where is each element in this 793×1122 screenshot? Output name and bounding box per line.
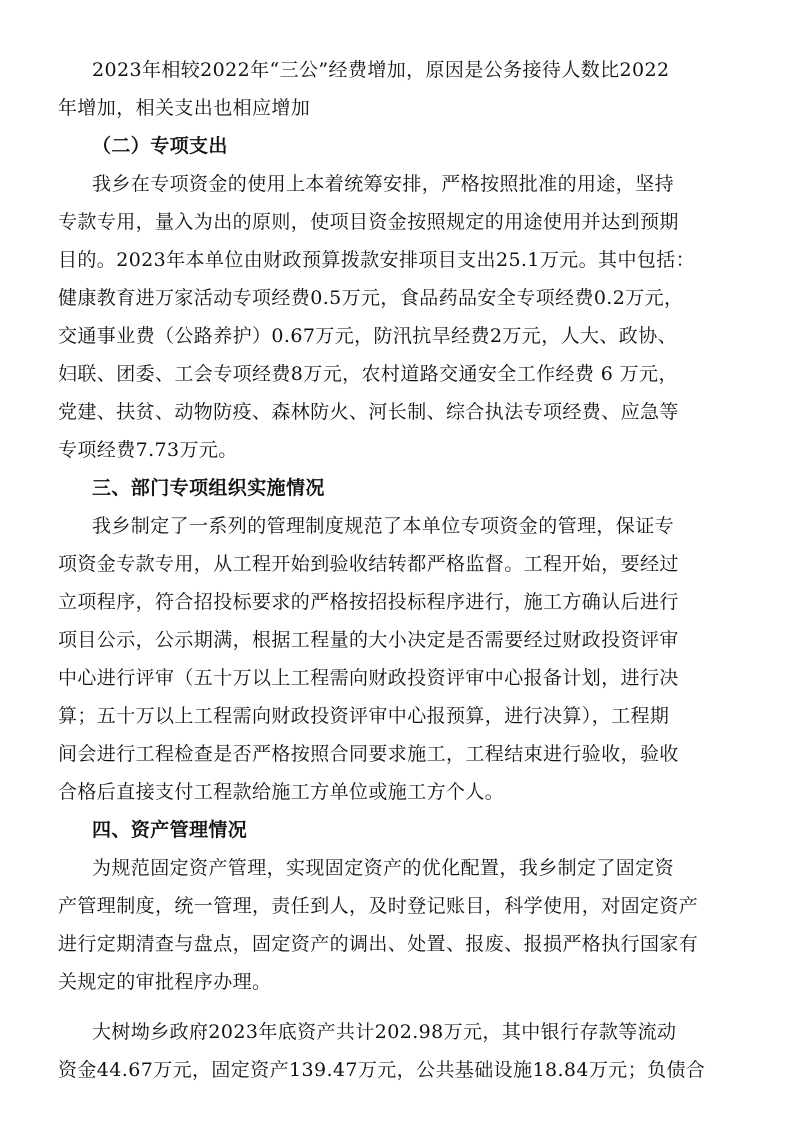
paragraph-line: 资金44.67万元，固定资产139.47万元，公共基础设施18.84万元；负债合 <box>58 1059 706 1081</box>
paragraph-line: 交通事业费（公路养护）0.67万元，防汛抗旱经费2万元，人大、政协、 <box>58 325 677 347</box>
paragraph-line: 我乡在专项资金的使用上本着统筹安排，严格按照批准的用途，坚持 <box>92 173 675 195</box>
paragraph-line: 产管理制度，统一管理，责任到人，及时登记账目，科学使用，对固定资产 <box>58 895 699 917</box>
paragraph-line: 妇联、团委、工会专项经费8万元，农村道路交通安全工作经费 6 万元， <box>58 363 678 385</box>
section-heading: （二）专项支出 <box>92 135 228 157</box>
paragraph-line: 项目公示，公示期满，根据工程量的大小决定是否需要经过财政投资评审 <box>58 629 679 651</box>
paragraph-line: 年增加，相关支出也相应增加 <box>58 97 311 119</box>
paragraph-line: 党建、扶贫、动物防疫、森林防火、河长制、综合执法专项经费、应急等 <box>58 401 679 423</box>
paragraph-line: 中心进行评审（五十万以上工程需向财政投资评审中心报备计划，进行决 <box>58 667 679 689</box>
paragraph-line: 进行定期清查与盘点，固定资产的调出、处置、报废、报损严格执行国家有 <box>58 933 699 955</box>
paragraph-line: 目的。2023年本单位由财政预算拨款安排项目支出25.1万元。其中包括： <box>58 249 696 271</box>
paragraph-line: 为规范固定资产管理，实现固定资产的优化配置，我乡制定了固定资 <box>92 857 675 879</box>
paragraph-line: 关规定的审批程序办理。 <box>58 971 272 993</box>
paragraph-line: 立项程序，符合招投标要求的严格按招投标程序进行，施工方确认后进行 <box>58 591 679 613</box>
paragraph-line: 合格后直接支付工程款给施工方单位或施工方个人。 <box>58 781 505 803</box>
paragraph-line: 间会进行工程检查是否严格按照合同要求施工，工程结束进行验收，验收 <box>58 743 679 765</box>
paragraph-line: 2023年相较2022年“三公”经费增加，原因是公务接待人数比2022 <box>92 59 670 81</box>
section-heading: 四、资产管理情况 <box>92 819 248 841</box>
paragraph-line: 项资金专款专用，从工程开始到验收结转都严格监督。工程开始，要经过 <box>58 553 679 575</box>
paragraph-line: 大树坳乡政府2023年底资产共计202.98万元，其中银行存款等流动 <box>92 1021 677 1043</box>
paragraph-line: 专项经费7.73万元。 <box>58 439 238 461</box>
paragraph-line: 我乡制定了一系列的管理制度规范了本单位专项资金的管理，保证专 <box>92 515 675 537</box>
section-heading: 三、部门专项组织实施情况 <box>92 477 325 499</box>
paragraph-line: 专款专用，量入为出的原则，使项目资金按照规定的用途使用并达到预期 <box>58 211 679 233</box>
paragraph-line: 健康教育进万家活动专项经费0.5万元，食品药品安全专项经费0.2万元， <box>58 287 684 309</box>
paragraph-line: 算；五十万以上工程需向财政投资评审中心报预算，进行决算），工程期 <box>58 705 670 727</box>
